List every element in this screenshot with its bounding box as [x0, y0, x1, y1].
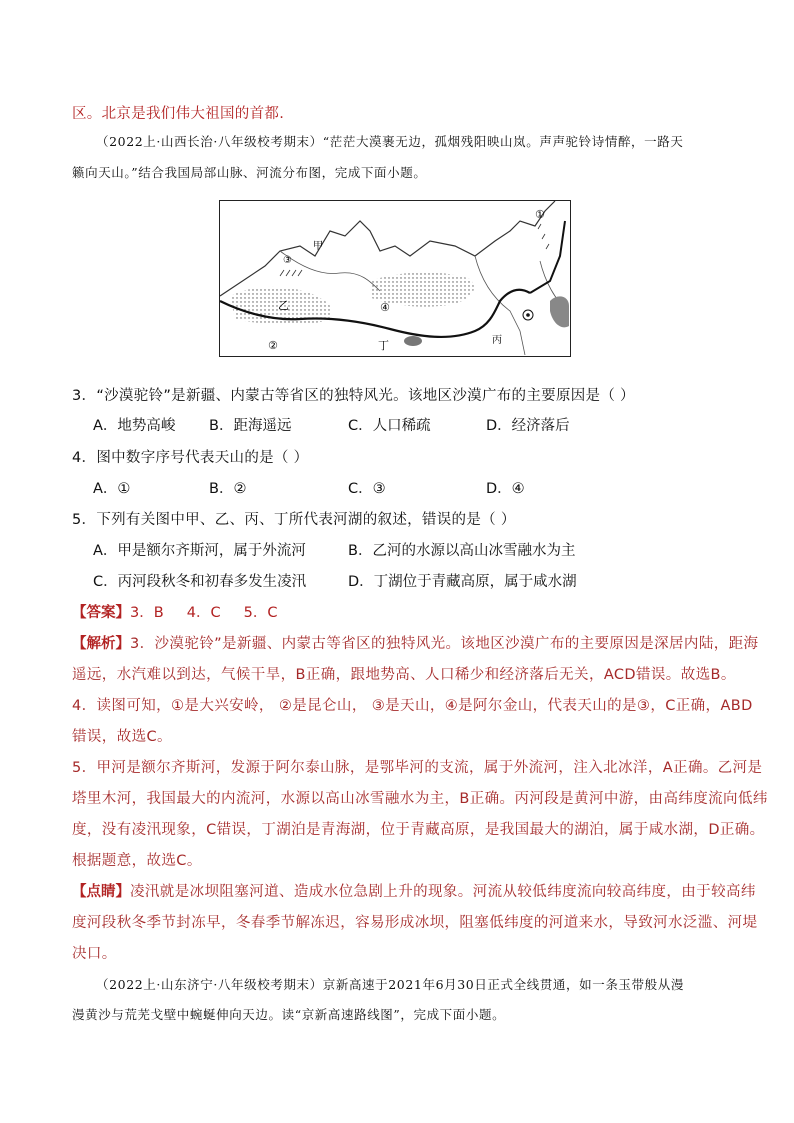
intro-continuation: [72, 102, 284, 123]
lake-ding-shape: [404, 336, 422, 346]
q5-option-b: B．乙河的水源以高山冰雪融水为主: [348, 543, 576, 559]
label-num-4: ④: [380, 301, 390, 314]
q5-option-a: A．甲是额尔齐斯河，属于外流河: [93, 543, 306, 559]
daxinganling-hatch: [538, 224, 549, 249]
q4-option-a: A．①: [93, 481, 131, 497]
comment-line-2: 度河段秋冬季节封冻早，冬春季节解冻迟，容易形成冰坝，阻塞低纬度的河道来水，导致河水泛滥、河堤: [72, 915, 758, 931]
q5-option-d: D．丁湖位于青藏高原，属于咸水湖: [348, 574, 577, 590]
answer-tag: 【答案】: [72, 605, 130, 621]
q3-option-d: D．经济落后: [486, 418, 570, 434]
china-mountain-river-map: [219, 200, 571, 357]
analysis-line-4: 错误，故选C。: [72, 729, 172, 745]
sea-area: [550, 296, 569, 327]
q4-option-d: D．④: [486, 481, 525, 497]
answer-text: 3．B 4．C 5．C: [130, 605, 278, 621]
comment-text-1: 凌汛就是冰坝阻塞河道、造成水位急剧上升的现象。河流从较低纬度流向较高纬度，由于较高纬: [130, 884, 756, 900]
comment-line-1: [72, 880, 756, 901]
question-4-stem: 4．图中数字序号代表天山的是（ ）: [72, 450, 309, 466]
comment-tag: 【点睛】: [72, 884, 130, 900]
river-east: [530, 221, 565, 293]
q4-option-c: C．③: [348, 481, 386, 497]
analysis-line-7: 度，没有凌汛现象，C错误，丁湖泊是青海湖，位于青藏高原，是我国最大的湖泊，属于咸水湖，D正确。: [72, 822, 765, 838]
label-num-1: ①: [535, 208, 545, 221]
label-jia: 甲: [313, 241, 323, 252]
q4-option-b: B．②: [209, 481, 247, 497]
label-yi: 乙: [278, 299, 289, 312]
label-num-3: ③: [283, 255, 292, 266]
q3-option-a: A．地势高峻: [93, 418, 176, 434]
question-intro-line-2: 籁向天山。”结合我国局部山脉、河流分布图，完成下面小题。: [72, 165, 427, 180]
analysis-line-5: 5．甲河是额尔齐斯河，发源于阿尔泰山脉，是鄂毕河的支流，属于外流河，注入北冰洋，A正确。乙河是: [72, 760, 763, 776]
next-intro-line-1: （2022上·山东济宁·八年级校考期末）京新高速于2021年6月30日正式全线贯通，如一条玉带般从漫: [96, 977, 684, 992]
question-5-stem: 5．下列有关图中甲、乙、丙、丁所代表河湖的叙述，错误的是（ ）: [72, 512, 516, 528]
answer-line: [72, 601, 277, 622]
tianshan-hatch: [280, 270, 302, 276]
label-num-2: ②: [268, 339, 278, 352]
prev-text: 区。北京是我们伟大祖国的首都.: [72, 106, 285, 122]
analysis-tag: 【解析】: [72, 636, 130, 652]
q3-option-c: C．人口稀疏: [348, 418, 431, 434]
label-ding: 丁: [378, 339, 389, 352]
label-bing: 丙: [492, 335, 502, 346]
question-3-stem: 3．“沙漠驼铃”是新疆、内蒙古等省区的独特风光。该地区沙漠广布的主要原因是（ ）: [72, 388, 635, 404]
next-intro-line-2: 漫黄沙与荒芜戈壁中蜿蜒伸向天边。读“京新高速路线图”，完成下面小题。: [72, 1007, 506, 1022]
analysis-line-8: 根据题意，故选C。: [72, 853, 202, 869]
q5-option-c: C．丙河段秋冬和初春多发生凌汛: [93, 574, 307, 590]
analysis-line-2: 遥远，水汽难以到达，气候干旱，B正确，跟地势高、人口稀少和经济落后无关，ACD错误。故选B。: [72, 667, 736, 683]
q3-option-b: B．距海遥远: [209, 418, 292, 434]
analysis-line-3: 4．读图可知，①是大兴安岭， ②是昆仑山， ③是天山，④是阿尔金山，代表天山的是③，C正确，ABD: [72, 698, 753, 714]
map-drawing: [220, 201, 569, 355]
analysis-text-1: 3．沙漠驼铃”是新疆、内蒙古等省区的独特风光。该地区沙漠广布的主要原因是深居内陆，距海: [130, 636, 759, 652]
analysis-line-1: [72, 632, 758, 653]
analysis-line-6: 塔里木河，我国最大的内流河，水源以高山冰雪融水为主，B正确。丙河段是黄河中游，由高纬度流向低纬: [72, 791, 768, 807]
comment-line-3: 决口。: [72, 946, 117, 962]
question-intro-line-1: （2022上·山西长治·八年级校考期末）“茫茫大漠裹无边，孤烟残阳映山岚。声声驼铃诗情醉，一路天: [96, 134, 684, 149]
